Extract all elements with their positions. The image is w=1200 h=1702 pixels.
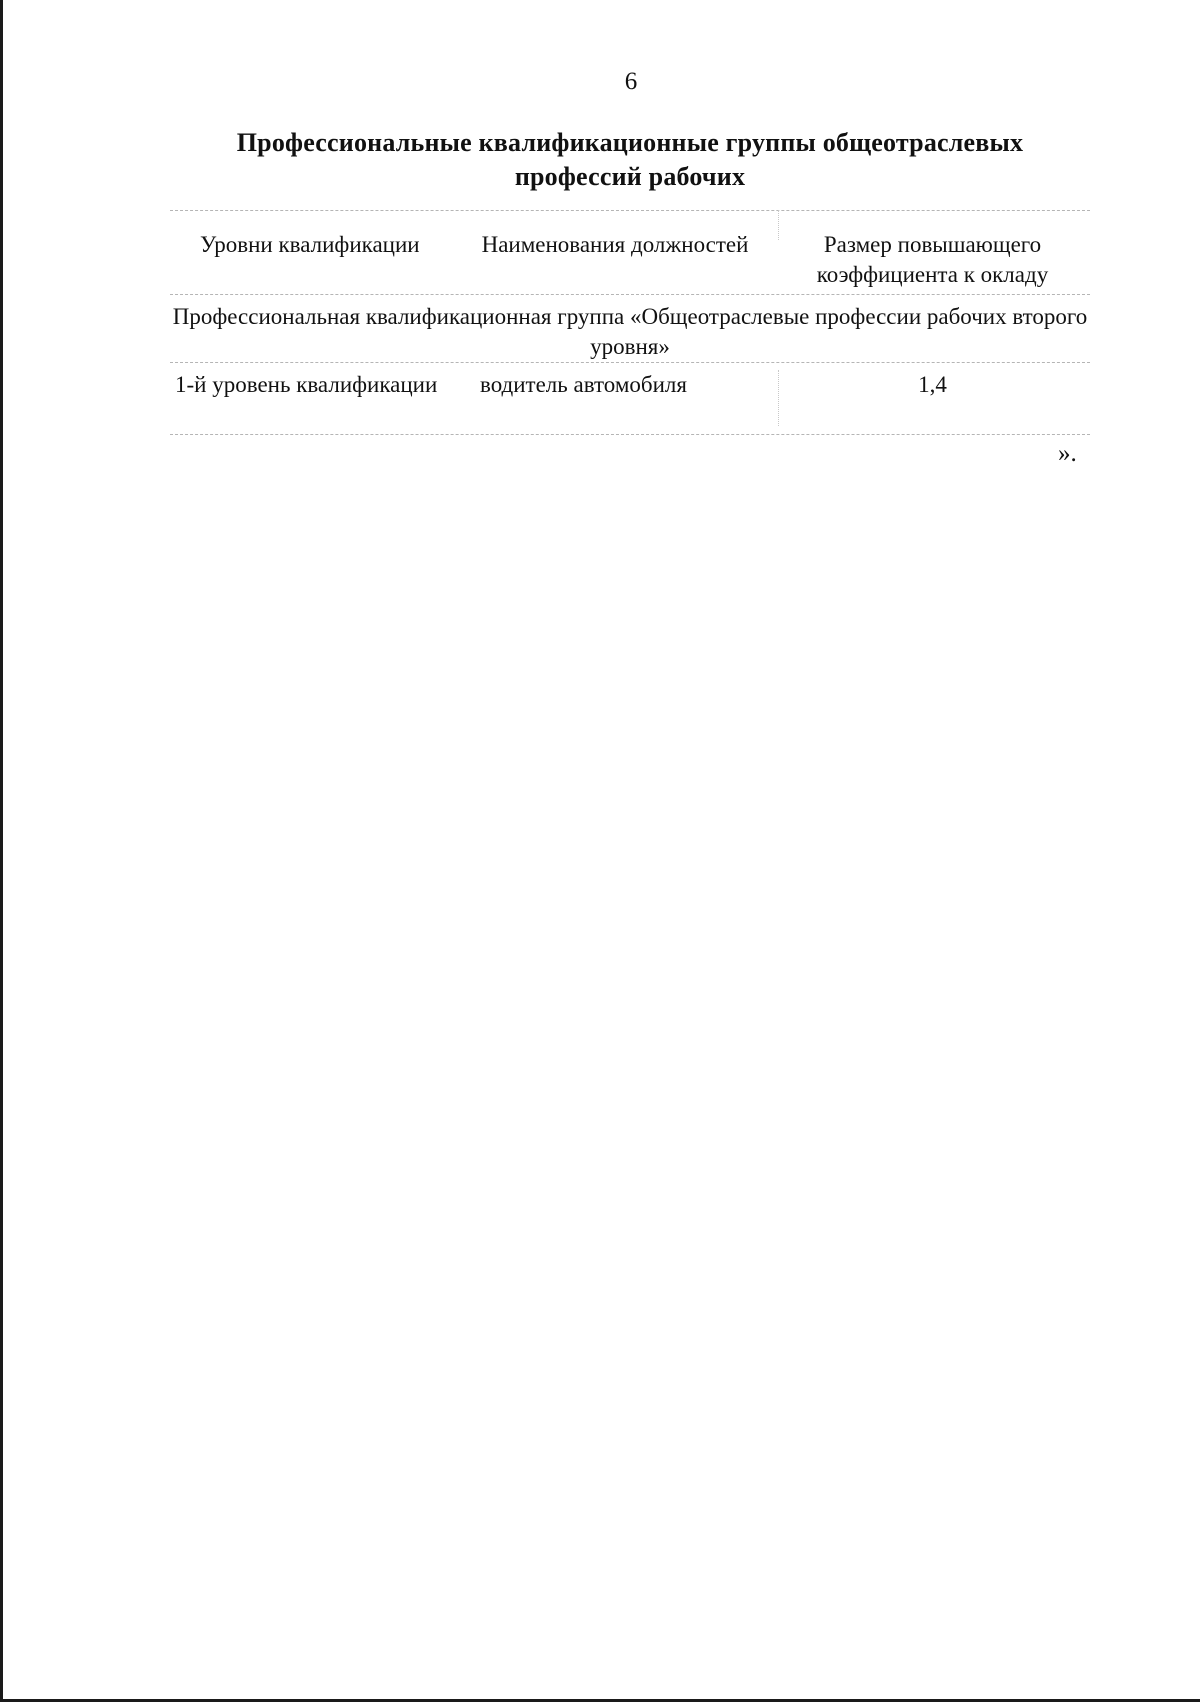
header-bottom-rule [170,294,1090,295]
row-coefficient-value: 1,4 [918,372,947,397]
table-top-rule [170,210,1090,211]
professional-group-label: Профессиональная квалификационная группа «Общеотраслевые профессии рабочих второго уровня» [172,304,1088,359]
column-divider [778,210,779,240]
header-position-names: Наименования должностей [481,232,749,257]
scan-edge-left [0,0,3,1702]
closing-quote-mark: ». [1058,440,1077,467]
row-qualification-level: 1-й уровень квалификации [175,372,438,397]
header-coefficient: Размер повышающего коэффициента к окладу [816,232,1049,287]
table-bottom-rule [170,434,1090,435]
group-bottom-rule [170,362,1090,363]
header-qualification-levels: Уровни квалификации [200,232,420,257]
row-position-name: водитель автомобиля [480,372,687,397]
page-number: 6 [624,68,638,95]
document-title: Профессиональные квалификационные группы общеотраслевых профессий рабочих [236,128,1024,191]
